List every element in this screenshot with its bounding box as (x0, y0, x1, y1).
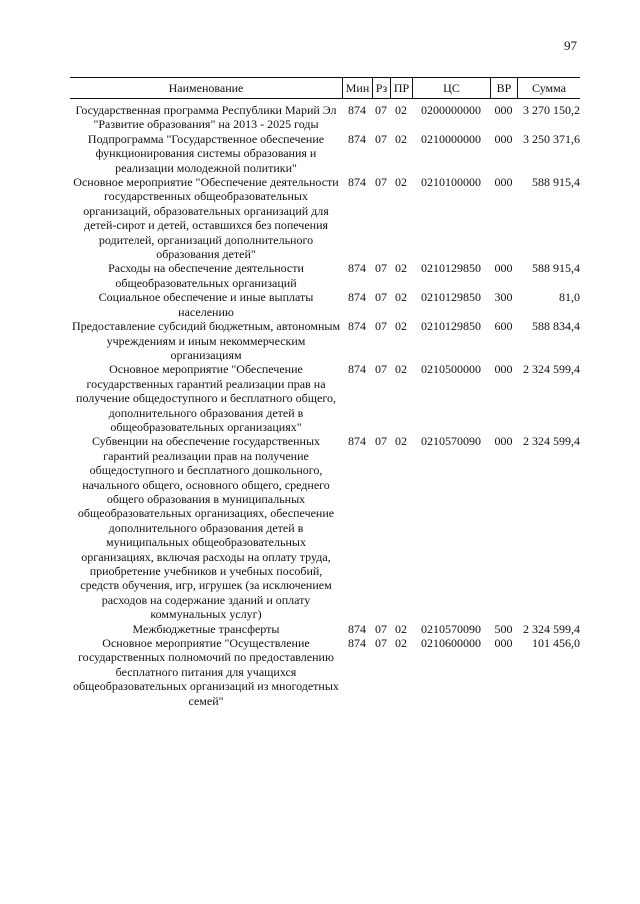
row-cs: 0200000000 (421, 103, 481, 117)
row-pr: 02 (395, 621, 407, 636)
row-vr: 600 (494, 319, 513, 334)
row-name: Основное мероприятие "Обеспечение деятельности государственных общеобразовательных организаций, образовательных организаций для детей-сирот и детей, оставшихся без попечения родителей, организаций дополнительного образования детей" (73, 175, 339, 262)
header-sum: Сумма (517, 78, 580, 98)
row-name: Субвенции на обеспечение государственных гарантий реализации прав на получение общедоступного и бесплатного дошкольного, начального общего, основного общего, среднего общего образования в муниципальных общеобразовательных организациях, обеспечение дополнительного образования детей в муниципальных общеобразовательных организациях, включая расходы на оплату труда, приобретение учебников и учебных пособий, средств обучения, игр, игрушек (за исключением расходов на содержание зданий и оплату коммунальных услуг) (77, 434, 335, 622)
row-pr: 02 (395, 261, 407, 276)
row-pr: 02 (395, 175, 407, 190)
row-min: 874 (348, 131, 366, 146)
table-body (70, 103, 580, 708)
row-cs: 0210570090 (421, 434, 481, 449)
row-name: Государственная программа Республики Марий Эл "Развитие образования" на 2013 - 2025 годы (75, 103, 337, 132)
row-vr: 500 (494, 621, 513, 636)
row-sum: 2 324 599,4 (523, 362, 580, 377)
row-cs: 0210570090 (421, 621, 481, 636)
table-row (70, 261, 580, 290)
header-name: Наименование (168, 81, 244, 95)
table-row (70, 636, 580, 708)
header-rz: Рз (372, 78, 390, 98)
row-pr: 02 (395, 103, 407, 117)
row-cs: 0210000000 (421, 131, 481, 146)
row-vr: 000 (494, 261, 513, 276)
row-rz: 07 (375, 621, 387, 636)
row-pr: 02 (395, 290, 407, 305)
table-row (70, 319, 580, 362)
row-rz: 07 (375, 636, 387, 651)
table-row (70, 434, 580, 621)
row-pr: 02 (395, 636, 407, 651)
row-sum: 588 915,4 (532, 261, 580, 276)
row-min: 874 (348, 103, 366, 117)
row-rz: 07 (375, 175, 387, 190)
row-pr: 02 (395, 319, 407, 334)
row-min: 874 (348, 319, 366, 334)
row-rz: 07 (375, 261, 387, 276)
row-cs: 0210600000 (421, 636, 481, 651)
row-pr: 02 (395, 362, 407, 377)
row-vr: 000 (494, 362, 513, 377)
row-pr: 02 (395, 434, 407, 449)
row-min: 874 (348, 175, 366, 190)
table-row (70, 175, 580, 261)
header-min: Мин (342, 78, 372, 98)
row-rz: 07 (375, 103, 387, 117)
row-name: Межбюджетные трансферты (132, 621, 280, 636)
row-name: Подпрограмма "Государственное обеспечение функционирования системы образования и реализации молодежной политики" (87, 131, 325, 175)
row-rz: 07 (375, 319, 387, 334)
row-cs: 0210129850 (421, 261, 481, 276)
budget-table (70, 77, 580, 708)
row-vr: 000 (494, 434, 513, 449)
row-min: 874 (348, 290, 366, 305)
row-sum: 2 324 599,4 (523, 434, 580, 449)
row-vr: 000 (494, 131, 513, 146)
table-header (70, 77, 580, 99)
row-sum: 3 270 150,2 (523, 103, 580, 117)
table-row (70, 362, 580, 434)
row-vr: 000 (494, 175, 513, 190)
row-rz: 07 (375, 131, 387, 146)
header-pr: ПР (390, 78, 412, 98)
row-sum: 2 324 599,4 (523, 621, 580, 636)
row-cs: 0210129850 (421, 290, 481, 305)
header-vr: ВР (490, 78, 517, 98)
table-row (70, 290, 580, 319)
row-name: Основное мероприятие "Осуществление государственных полномочий по предоставлению бесплатного питания для учащихся общеобразовательных организаций из многодетных семей" (73, 636, 339, 708)
row-sum: 588 915,4 (532, 175, 580, 190)
row-rz: 07 (375, 362, 387, 377)
row-sum: 588 834,4 (532, 319, 580, 334)
row-min: 874 (348, 261, 366, 276)
table-row (70, 622, 580, 636)
row-min: 874 (348, 636, 366, 651)
row-pr: 02 (395, 131, 407, 146)
row-sum: 101 456,0 (532, 636, 580, 651)
row-name: Предоставление субсидий бюджетным, автономным учреждениям и иным некоммерческим организациям (71, 319, 341, 362)
table-row (70, 132, 580, 175)
row-sum: 81,0 (559, 290, 580, 305)
row-vr: 300 (494, 290, 513, 305)
table-row (70, 103, 580, 132)
row-sum: 3 250 371,6 (523, 131, 580, 146)
row-vr: 000 (494, 103, 513, 117)
row-min: 874 (348, 362, 366, 377)
row-name: Основное мероприятие "Обеспечение государственных гарантий реализации прав на получение общедоступного и бесплатного общего, дополнительного образования детей в общеобразовательных организациях" (76, 362, 336, 434)
row-min: 874 (348, 434, 366, 449)
row-min: 874 (348, 621, 366, 636)
row-cs: 0210100000 (421, 175, 481, 190)
row-cs: 0210500000 (421, 362, 481, 377)
page-number: 97 (564, 38, 577, 53)
row-name: Социальное обеспечение и иные выплаты населению (98, 290, 314, 319)
row-vr: 000 (494, 636, 513, 651)
row-rz: 07 (375, 290, 387, 305)
row-name: Расходы на обеспечение деятельности общеобразовательных организаций (108, 261, 304, 290)
header-cs: ЦС (412, 78, 490, 98)
row-rz: 07 (375, 434, 387, 449)
row-cs: 0210129850 (421, 319, 481, 334)
